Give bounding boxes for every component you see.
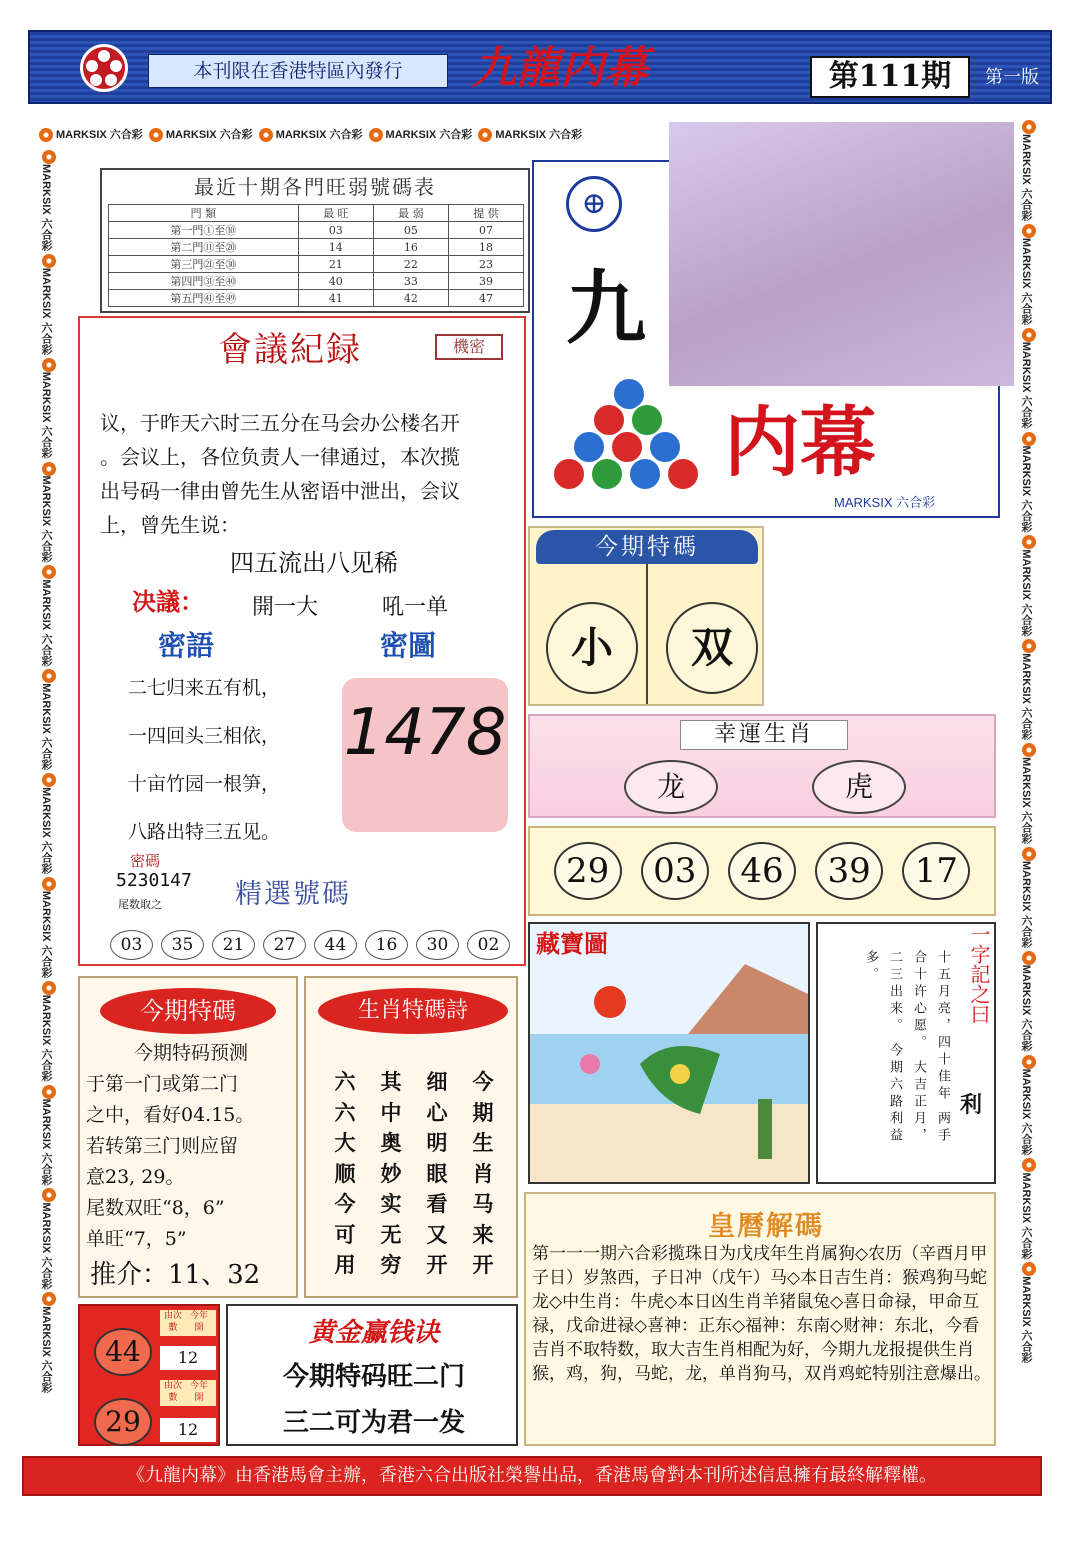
top-border-strip [36, 122, 666, 148]
poem-char: 其 [380, 1069, 402, 1094]
number-ball: 17 [902, 842, 970, 900]
flower-icon [42, 877, 56, 891]
issue-number: 第111期 [810, 56, 970, 98]
left-border-strip [32, 150, 60, 1450]
brand-mark: MARKSIX 六合彩 [40, 164, 52, 254]
flower-icon [42, 1085, 56, 1099]
table-row [109, 239, 524, 256]
brand-mark: MARKSIX 六合彩 [1020, 964, 1032, 1055]
special-code-tab: 今期特碼 [536, 530, 758, 564]
table-cell: 03 [298, 222, 373, 239]
flower-icon [1022, 535, 1036, 549]
flower-icon [478, 128, 492, 142]
logo-footer: MARKSIX 六合彩 [834, 495, 936, 510]
poem-char: 实 [380, 1191, 402, 1217]
flower-icon [42, 1292, 56, 1306]
flower-icon [1022, 1158, 1036, 1172]
number-ball: 39 [815, 842, 883, 900]
picked-numbers [110, 930, 510, 960]
prediction-line: 单旺“7，5” [86, 1228, 187, 1250]
table-cell: 07 [448, 222, 523, 239]
table-cell: 33 [373, 273, 448, 290]
table-row [109, 273, 524, 290]
gold-tip-line: 三二可为君一发 [282, 1408, 465, 1438]
redacted-area [669, 122, 1014, 386]
table-cell: 16 [373, 239, 448, 256]
special-code-panel [528, 526, 764, 706]
table-header-cell: 最 弱 [373, 205, 448, 222]
brand-mark: MARKSIX 六合彩 [1020, 860, 1032, 951]
table-title: 最近十期各門旺弱號碼表 [194, 175, 436, 199]
poem-char: 今 [472, 1069, 494, 1094]
flower-icon [1022, 432, 1036, 446]
table-cell: 23 [448, 256, 523, 273]
poem-char: 用 [334, 1252, 356, 1278]
brand-mark: MARKSIX 六合彩 [165, 129, 256, 141]
table-cell: 第四門㉛至㊵ [109, 273, 299, 290]
one-char-poem: 十五月亮，四十佳年 两手合十许心愿。 大吉正月，二三出来。 今期六路利益多。 [863, 950, 950, 1146]
secret-picture-label: 密圖 [380, 629, 437, 662]
masthead-title: 九龍内幕 [472, 43, 648, 94]
lottery-balls-image [544, 372, 714, 502]
brand-mark: MARKSIX 六合彩 [1020, 1276, 1032, 1364]
poem-char: 马 [472, 1191, 494, 1217]
decision-a: 開一大 [252, 595, 319, 620]
logo-char: 九 [566, 261, 646, 355]
recommended-numbers: 推介：11、32 [90, 1260, 261, 1290]
brand-mark: MARKSIX 六合彩 [1020, 134, 1032, 224]
decision-label: 决議： [132, 587, 204, 616]
right-border-strip [1012, 120, 1040, 1450]
table-header-cell: 門 類 [109, 205, 299, 222]
flower-icon [42, 254, 56, 268]
poem-char: 今 [334, 1191, 356, 1217]
table-cell: 21 [298, 256, 373, 273]
prediction-line: 意23, 29。 [86, 1166, 185, 1188]
number-ball: 46 [728, 842, 796, 900]
brand-mark: MARKSIX 六合彩 [40, 267, 52, 358]
brand-mark: MARKSIX 六合彩 [40, 579, 52, 670]
pick-ball: 21 [212, 930, 255, 960]
brand-mark: MARKSIX 六合彩 [275, 129, 366, 141]
prediction-panel [78, 976, 298, 1298]
hot-ball: 44 [94, 1328, 152, 1376]
table-row [109, 222, 524, 239]
poem-char: 开 [426, 1252, 448, 1278]
minutes-line: 议，于昨天六时三五分在马会办公楼名开 [100, 411, 460, 435]
brand-mark: MARKSIX 六合彩 [1020, 341, 1032, 432]
confidential-badge: 機密 [435, 334, 503, 360]
dragon-icon: 龙 [624, 760, 718, 814]
brand-mark: MARKSIX 六合彩 [40, 683, 52, 774]
minutes-line: 上，曾先生说： [100, 513, 240, 537]
poem-line: 十亩竹园一根笋， [128, 773, 281, 795]
hot-ball: 29 [94, 1398, 152, 1446]
prediction-line: 于第一门或第二门 [86, 1073, 239, 1095]
table-header-cell: 最 旺 [298, 205, 373, 222]
poem-line: 一四回头三相依， [128, 725, 281, 747]
prediction-line: 若转第三门则应留 [86, 1135, 239, 1157]
logo-chars: 内幕 [724, 398, 876, 487]
brand-mark: MARKSIX 六合彩 [40, 890, 52, 981]
brand-mark: MARKSIX 六合彩 [40, 1306, 52, 1394]
code-value: 5230147 [116, 870, 192, 891]
poem-char: 无 [380, 1221, 402, 1247]
club-logo-icon: ⊕ [566, 176, 622, 232]
flower-icon [1022, 639, 1036, 653]
hk-emblem-icon [80, 44, 128, 92]
flower-icon [1022, 224, 1036, 238]
table-cell: 05 [373, 222, 448, 239]
size-pick: 小 [546, 602, 638, 694]
five-numbers-panel [528, 826, 996, 916]
poem-char: 眼 [426, 1160, 448, 1186]
table-row [109, 290, 524, 307]
poem-char: 心 [426, 1099, 448, 1125]
brand-mark: MARKSIX 六合彩 [40, 1098, 52, 1189]
flower-icon [1022, 120, 1036, 134]
brand-mark: MARKSIX 六合彩 [1020, 445, 1032, 536]
poem-char: 奥 [380, 1130, 402, 1156]
masthead [28, 30, 1052, 104]
parity-pick: 双 [666, 602, 758, 694]
one-char-answer: 利 [960, 1092, 983, 1118]
table-cell: 40 [298, 273, 373, 290]
brand-mark: MARKSIX 六合彩 [40, 787, 52, 877]
prediction-body [86, 1038, 296, 1255]
riddle-line: 四五流出八见稀 [230, 549, 398, 577]
prediction-line: 今期特码预测 [134, 1042, 249, 1064]
flower-icon [1022, 847, 1036, 861]
flower-icon [42, 358, 56, 372]
logo-panel [532, 160, 1000, 518]
edition-label: 第一版 [985, 67, 1039, 88]
flower-icon [1022, 951, 1036, 965]
table-cell: 第五門㊶至㊾ [109, 290, 299, 307]
code-label: 密碼 [130, 852, 161, 870]
zodiac-poem-panel [304, 976, 518, 1298]
flower-icon [42, 1188, 56, 1202]
flower-icon [42, 669, 56, 683]
brand-mark: MARKSIX 六合彩 [40, 1202, 52, 1293]
almanac-body: 第一一一期六合彩揽珠日为戊戌年生肖属狗◇农历（辛酉月甲子日）岁煞西，子日冲（戊午）马◇本日吉生肖：猴鸡狗马蛇龙◇中生肖：牛虎◇本日凶生肖羊猪鼠兔◇喜日命禄，甲命互禄，戊命进禄◇喜神：正东◇福神：东南◇财神：东北，今看吉肖不取特数，取大吉生肖相配为好，今期九龙报提供生肖猴，鸡，狗，马蛇，龙，单肖狗马，双肖鸡蛇特别注意爆出。 [532, 1244, 991, 1384]
tiger-icon: 虎 [812, 760, 906, 814]
poem-char: 穷 [380, 1252, 402, 1278]
number-table [108, 204, 524, 307]
poem-char: 看 [426, 1191, 448, 1217]
flower-icon [39, 128, 53, 142]
table-cell: 14 [298, 239, 373, 256]
minutes-line: 出号码一律由曾先生从密语中泄出，会议 [100, 479, 460, 503]
number-ball: 03 [641, 842, 709, 900]
minutes-title: 會議紀録 [218, 330, 362, 370]
brand-mark: MARKSIX 六合彩 [1020, 549, 1032, 640]
flower-icon [1022, 1055, 1036, 1069]
brand-mark: MARKSIX 六合彩 [40, 371, 52, 462]
footer-disclaimer: 《九龍内幕》由香港馬會主辦，香港六合出版社榮譽出品，香港馬會對本刊所述信息擁有最終解釋權。 [22, 1456, 1042, 1496]
brand-mark: MARKSIX 六合彩 [56, 129, 146, 141]
minutes-body [100, 406, 510, 542]
minutes-line: 。会议上，各位负责人一律通过，本次揽 [100, 445, 460, 469]
pick-ball: 35 [161, 930, 204, 960]
poem-char: 又 [426, 1221, 448, 1247]
secret-phrase-label: 密語 [158, 629, 215, 662]
flower-icon [42, 462, 56, 476]
tagline: 本刊限在香港特區內發行 [148, 54, 448, 88]
flower-icon [149, 128, 163, 142]
poem-char: 妙 [380, 1160, 402, 1186]
hot-count: 12 [160, 1418, 216, 1442]
table-cell: 42 [373, 290, 448, 307]
hot-cold-number-table [100, 168, 530, 313]
picks-title: 精選號碼 [235, 879, 351, 910]
pick-ball: 27 [263, 930, 306, 960]
prediction-line: 尾数双旺“8，6” [86, 1197, 225, 1219]
poem-char: 顺 [334, 1160, 356, 1186]
meeting-minutes-panel [78, 316, 526, 966]
flower-icon [42, 565, 56, 579]
poem-char: 开 [472, 1252, 494, 1278]
gold-tip-line: 今期特码旺二门 [282, 1362, 465, 1392]
pick-ball: 44 [314, 930, 357, 960]
divider [646, 564, 648, 704]
poem-char: 明 [426, 1130, 448, 1156]
treasure-scene-image [530, 924, 808, 1182]
prediction-line: 之中，看好04.15。 [86, 1104, 255, 1126]
flower-icon [1022, 1262, 1036, 1276]
poem-char: 大 [334, 1130, 356, 1156]
brand-mark: MARKSIX 六合彩 [385, 129, 476, 141]
table-cell: 39 [448, 273, 523, 290]
handwritten-number: 1478 [343, 696, 507, 770]
code-hint: 尾数取之 [118, 898, 162, 911]
lucky-zodiac-panel [528, 714, 996, 818]
flower-icon [1022, 743, 1036, 757]
brand-mark: MARKSIX 六合彩 [1020, 757, 1032, 847]
gold-tip-title: 黄金赢钱诀 [308, 1318, 439, 1348]
brand-mark: MARKSIX 六合彩 [40, 994, 52, 1085]
brand-mark: MARKSIX 六合彩 [40, 475, 52, 566]
flower-icon [42, 981, 56, 995]
count-header: 由次數今年開 [160, 1310, 216, 1336]
one-char-panel [816, 922, 996, 1184]
one-char-title: 一字記之曰 [967, 924, 991, 1024]
zodiac-poem-grid [322, 1066, 506, 1280]
table-cell: 41 [298, 290, 373, 307]
poem-char: 细 [426, 1069, 448, 1094]
lucky-zodiac-title: 幸運生肖 [680, 720, 848, 750]
pick-ball: 30 [416, 930, 459, 960]
poem-char: 六 [334, 1099, 356, 1125]
pick-ball: 02 [467, 930, 510, 960]
brand-mark: MARKSIX 六合彩 [1020, 1172, 1032, 1263]
zodiac-poem-tab: 生肖特碼詩 [318, 988, 508, 1034]
poem-line: 八路出特三五见。 [128, 821, 281, 843]
treasure-title: 藏寶圖 [536, 929, 608, 958]
treasure-map-panel [528, 922, 810, 1184]
poem-char: 可 [334, 1221, 356, 1247]
brand-mark: MARKSIX 六合彩 [1020, 237, 1032, 328]
pick-ball: 16 [365, 930, 408, 960]
count-header: 由次數今年開 [160, 1380, 216, 1406]
table-row [109, 256, 524, 273]
hot-count: 12 [160, 1346, 216, 1370]
flower-icon [259, 128, 273, 142]
table-cell: 第一門①至⑩ [109, 222, 299, 239]
table-cell: 18 [448, 239, 523, 256]
hot-numbers-panel [78, 1304, 220, 1446]
flower-icon [42, 773, 56, 787]
decision-row [252, 590, 512, 621]
poem-char: 期 [472, 1099, 494, 1125]
brand-mark: MARKSIX 六合彩 [1020, 1068, 1032, 1159]
table-cell: 22 [373, 256, 448, 273]
poem-char: 生 [472, 1130, 494, 1156]
gold-tip-panel [226, 1304, 518, 1446]
table-header-cell: 提 供 [448, 205, 523, 222]
almanac-title: 皇曆解碼 [708, 1211, 824, 1242]
number-ball: 29 [554, 842, 622, 900]
secret-drawing [342, 678, 508, 832]
table-cell: 第三門㉑至㉚ [109, 256, 299, 273]
pick-ball: 03 [110, 930, 153, 960]
decision-b: 吼一单 [382, 595, 449, 620]
flower-icon [1022, 328, 1036, 342]
secret-poem [128, 664, 348, 856]
poem-line: 二七归来五有机， [128, 677, 281, 699]
brand-mark: MARKSIX 六合彩 [1020, 653, 1032, 744]
flower-icon [369, 128, 383, 142]
almanac-panel [524, 1192, 996, 1446]
flower-icon [42, 150, 56, 164]
brand-mark: MARKSIX 六合彩 [495, 129, 583, 141]
table-cell: 47 [448, 290, 523, 307]
poem-char: 来 [472, 1221, 494, 1247]
table-cell: 第二門⑪至⑳ [109, 239, 299, 256]
poem-char: 肖 [472, 1160, 494, 1186]
poem-char: 六 [334, 1069, 356, 1094]
poem-char: 中 [380, 1099, 402, 1125]
prediction-tab: 今期特碼 [100, 988, 276, 1034]
